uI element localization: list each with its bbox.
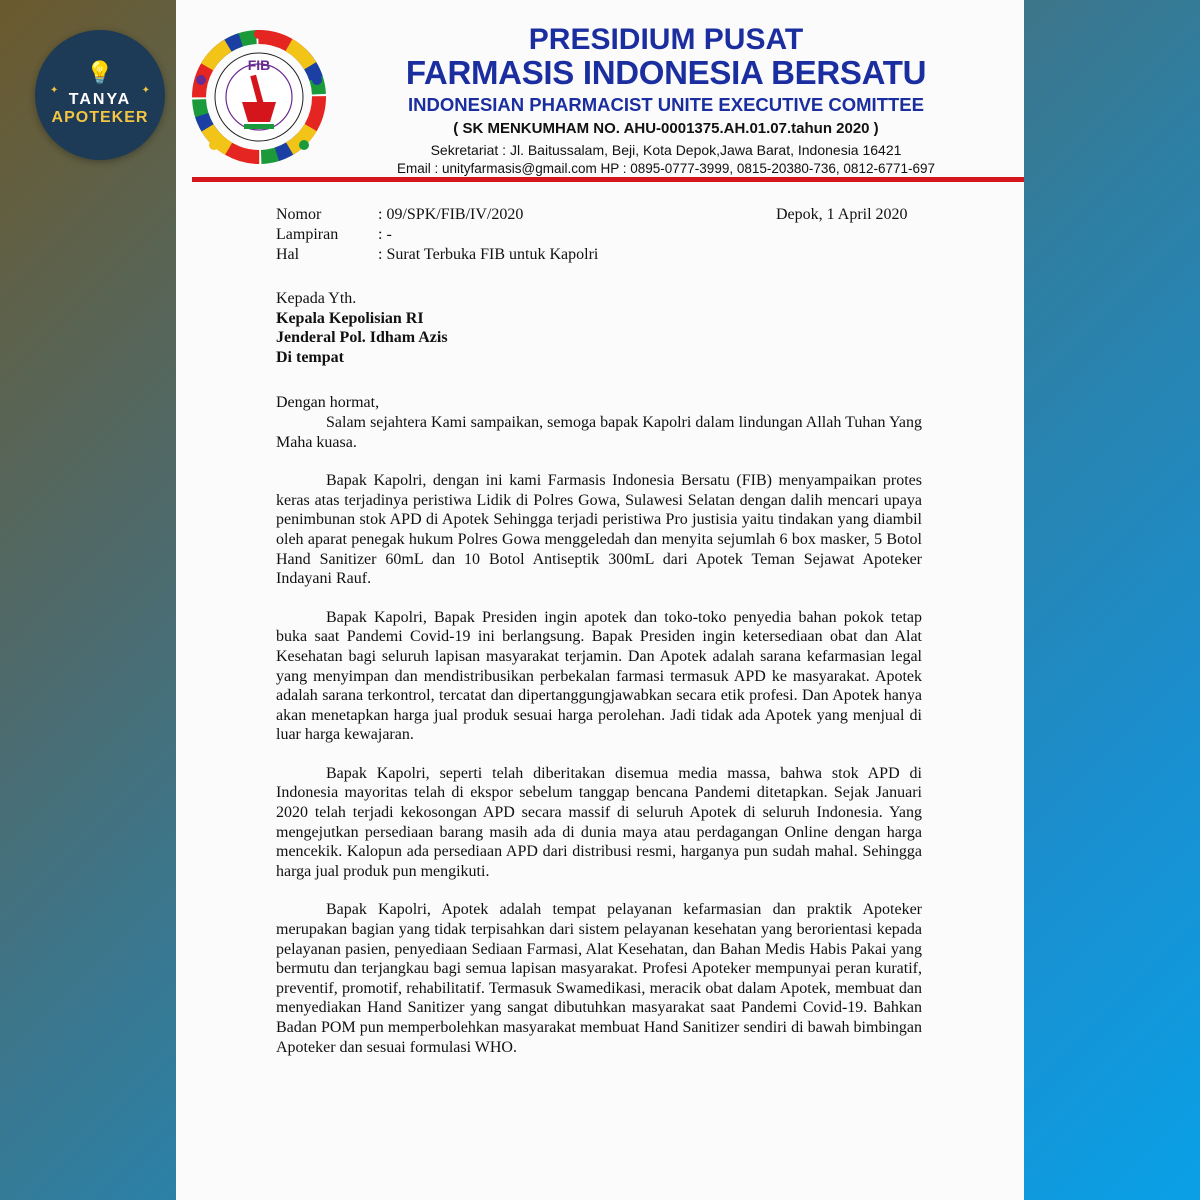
lampiran-value: : - — [378, 226, 392, 243]
badge-line-2: APOTEKER — [51, 109, 149, 126]
letterhead — [346, 24, 986, 178]
recipient-line-1: Kepala Kepolisian RI — [276, 309, 424, 327]
letterhead-decree: ( SK MENKUMHAM NO. AHU-0001375.AH.01.07.tahun 2020 ) — [453, 120, 879, 137]
paragraph-1: Salam sejahtera Kami sampaikan, semoga bapak Kapolri dalam lindungan Allah Tuhan Yang Maha kuasa. — [276, 413, 922, 451]
letter-date: Depok, 1 April 2020 — [776, 206, 908, 223]
recipient-salutation: Kepada Yth. — [276, 290, 357, 307]
meta-nomor-row — [276, 205, 922, 225]
recipient-line-3: Di tempat — [276, 348, 344, 366]
logo-text: FIB — [247, 57, 271, 73]
letterhead-secretariat: Sekretariat : Jl. Baitussalam, Beji, Kota Depok,Jawa Barat, Indonesia 16421 — [430, 142, 902, 158]
letterhead-divider — [192, 177, 1024, 182]
hal-label: Hal — [276, 246, 300, 263]
recipient-line-2: Jenderal Pol. Idham Azis — [276, 329, 448, 347]
paragraph-3: Bapak Kapolri, Bapak Presiden ingin apotek dan toko-toko penyedia bahan pokok tetap buka saat Pandemi Covid-19 ini berlangsung. Bapak Presiden ingin ketersediaan obat dan Alat Kesehatan bagi seluruh lapisan masyarakat terjamin. Dan Apotek adalah sarana kefarmasian legal yang menyimpan dan mendistribusikan perbekalan farmasi termasuk APD ke masyarakat. Apotek adalah sarana terkontrol, tercatat dan dipertanggungjawabkan secara etik profesi. Dan Apotek hanya akan menetapkan harga jual produk sesuai harga perolehan. Jadi tidak ada Apotek yang menjual di luar harga kewajaran. — [276, 608, 922, 744]
letterhead-title-1: PRESIDIUM PUSAT — [528, 23, 804, 56]
lightbulb-icon: 💡 — [86, 61, 114, 86]
letterhead-subtitle: INDONESIAN PHARMACIST UNITE EXECUTIVE COMITTEE — [408, 94, 924, 115]
letter-body — [276, 205, 922, 1057]
nomor-value: : 09/SPK/FIB/IV/2020 — [378, 206, 524, 223]
letterhead-contact: Email : unityfarmasis@gmail.com HP : 0895-0777-3999, 0815-20380-736, 0812-6771-697 — [396, 161, 936, 176]
meta-hal-row — [276, 245, 922, 265]
letterhead-title-2: FARMASIS INDONESIA BERSATU — [405, 54, 927, 91]
fib-logo — [192, 30, 327, 165]
greeting: Dengan hormat, — [276, 394, 380, 412]
paragraph-4: Bapak Kapolri, seperti telah diberitakan disemua media massa, bahwa stok APD di Indonesia mayoritas telah di ekspor sebelum tanggap bencana Pandemi ditetapkan. Sejak Januari 2020 telah terjadi kekosongan APD secara massif di seluruh Apotek di seluruh Indonesia. Yang mengejutkan persediaan barang masih ada di dunia maya atau perdagangan Online dengan harga mencekik. Kalopun ada persediaan APD dari distribusi resmi, harganya pun sudah mahal. Sehingga harga jual produk pun mengikuti. — [276, 764, 922, 880]
lampiran-label: Lampiran — [276, 226, 339, 243]
paragraph-5: Bapak Kapolri, Apotek adalah tempat pelayanan kefarmasian dan praktik Apoteker merupakan bagian yang tidak terpisahkan dari sistem pelayanan kesehatan yang berorientasi kepada pelayanan pasien, penyediaan Sediaan Farmasi, Alat Kesehatan, dan Bahan Medis Habis Pakai yang bermutu dan terjangkau bagi semua lapisan masyarakat. Profesi Apoteker mempunyai peran kuratif, preventif, promotif, rehabilitatif. Termasuk Swamedikasi, meracik obat dalam Apotek, membuat dan menyediakan Hand Sanitizer yang sangat dibutuhkan masyarakat saat Pandemi Covid-19. Bahkan Badan POM pun memperbolehkan masyarakat membuat Hand Sanitizer sendiri di bawah bimbingan Apoteker dan sesuai formulasi WHO. — [276, 901, 922, 1056]
meta-lampiran-row — [276, 225, 922, 245]
badge-line-1: TANYA — [68, 91, 132, 108]
paragraph-2: Bapak Kapolri, dengan ini kami Farmasis Indonesia Bersatu (FIB) menyampaikan protes keras atas terjadinya peristiwa Lidik di Polres Gowa, Sulawesi Selatan dengan dalih mencari upaya penimbunan stok APD di Apotek Sehingga terjadi peristiwa Pro justisia yaitu tindakan yang diambil oleh aparat penegak hukum Polres Gowa menggeledah dan menyita sejumlah 6 box masker, 5 Botol Hand Sanitizer 60mL dan 10 Botol Antiseptik 300mL dari Apotek Teman Sejawat Apoteker Indayani Rauf. — [276, 472, 922, 588]
recipient-block — [276, 289, 922, 367]
tanya-apoteker-badge — [35, 30, 165, 160]
sparkle-dots: ✦ ✦ — [50, 85, 150, 96]
nomor-label: Nomor — [276, 206, 322, 223]
letter-page — [176, 0, 1024, 1200]
hal-value: : Surat Terbuka FIB untuk Kapolri — [378, 246, 599, 263]
